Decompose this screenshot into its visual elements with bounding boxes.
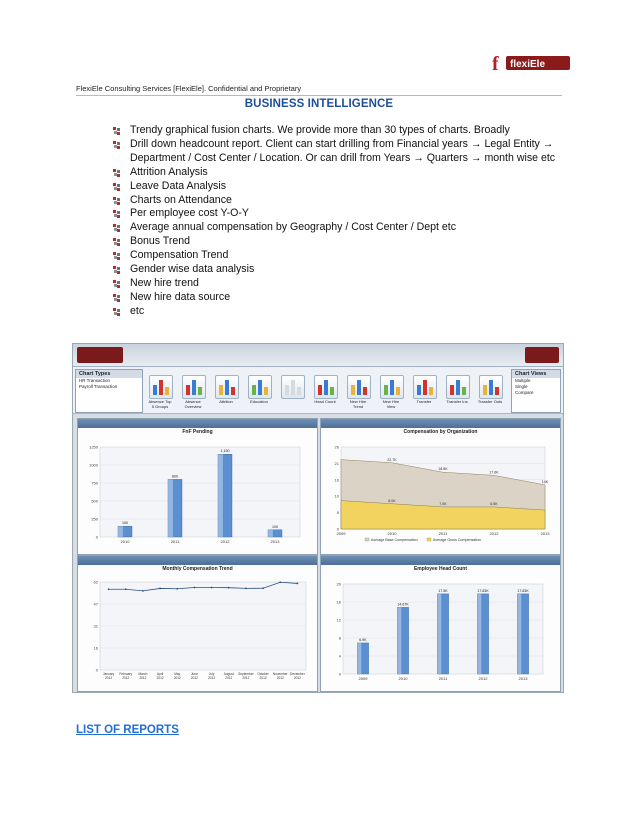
data-label: 17.5K [438, 588, 448, 593]
data-label: 17.6K [489, 470, 499, 475]
x-tick-label: August [223, 672, 234, 676]
data-label: 150 [122, 521, 128, 526]
y-tick-label: 8 [338, 635, 341, 641]
bullet-icon [112, 279, 122, 289]
data-point [245, 587, 247, 589]
list-item: Average annual compensation by Geography / Cost Center / Dept etc [112, 221, 562, 235]
data-point [108, 588, 110, 590]
x-tick-label-year: 2012 [139, 676, 147, 680]
legend-swatch [427, 538, 431, 541]
data-point [194, 587, 196, 589]
y-tick-label: 250 [91, 516, 98, 522]
chart-tile[interactable] [314, 375, 338, 399]
chart-title: Monthly Compensation Trend [162, 566, 233, 572]
list-item: Per employee cost Y-O-Y [112, 207, 562, 221]
tile-bar-icon [159, 380, 163, 395]
chart-views-panel [511, 369, 561, 413]
dashboard-logo-right [525, 347, 559, 363]
tile-bar-icon [384, 385, 388, 395]
tile-bar-icon [291, 380, 295, 395]
data-point [228, 587, 230, 589]
tile-bar-icon [396, 387, 400, 395]
tile-bar-icon [225, 380, 229, 395]
list-item: Charts on Attendance [112, 194, 562, 208]
tile-bar-icon [318, 385, 322, 395]
y-tick-label: 47 [93, 601, 98, 607]
x-tick-label-year: 2012 [190, 676, 198, 680]
chart-toolbar [73, 367, 563, 414]
x-tick-label: July [208, 672, 215, 676]
svg-text:flexiEle: flexiEle [510, 59, 546, 70]
chart-type-item[interactable]: HR Transaction [79, 378, 111, 383]
data-point [279, 581, 281, 583]
compensation-chart [321, 419, 560, 554]
x-tick-label: 2011 [170, 539, 180, 544]
flexiele-logo [490, 50, 572, 76]
y-tick-label: 0 [95, 534, 98, 540]
dashboard-screenshot [72, 343, 564, 693]
y-tick-label: 21 [334, 460, 339, 466]
tile-bar-icon [330, 387, 334, 395]
list-item: New hire data source [112, 291, 562, 305]
chart-tile-label: Education [250, 399, 268, 404]
tile-bar-icon [429, 387, 433, 395]
x-tick-label-year: 2012 [208, 676, 216, 680]
x-tick-label: 2013 [518, 676, 528, 681]
x-tick-label-year: 2012 [259, 676, 267, 680]
data-label: 1,150 [220, 449, 230, 454]
feature-list [112, 124, 562, 319]
chart-tile-label: Transfer Outs [477, 399, 503, 404]
monthly-comp-chart [78, 556, 317, 691]
x-tick-label: October [257, 672, 269, 676]
y-tick-label: 4 [338, 653, 341, 659]
tile-bar-icon [450, 385, 454, 395]
x-tick-label: 2010 [120, 539, 130, 544]
chart-tile-label: New Hire Trend [349, 399, 367, 409]
headcount-panel [320, 555, 561, 692]
bullet-icon [112, 209, 122, 219]
compensation-panel [320, 418, 561, 555]
chart-tile[interactable] [149, 375, 173, 399]
data-label: 17.83K [517, 588, 529, 593]
bar-highlight [437, 594, 441, 674]
tile-bar-icon [192, 380, 196, 395]
chart-tile[interactable] [380, 375, 404, 399]
bullet-icon [112, 196, 122, 206]
bar-highlight [397, 607, 401, 674]
bullet-icon [112, 265, 122, 275]
list-item: New hire trend [112, 277, 562, 291]
x-tick-label-year: 2012 [122, 676, 130, 680]
tile-bar-icon [186, 385, 190, 395]
x-tick-label: September [238, 672, 254, 676]
y-tick-label: 16 [334, 477, 339, 483]
tile-bar-icon [456, 380, 460, 395]
y-tick-label: 31 [93, 623, 98, 629]
chart-title: FnF Pending [182, 429, 213, 435]
y-tick-label: 750 [91, 480, 98, 486]
data-label: 22.7K [387, 457, 397, 462]
data-label: 14K [541, 479, 549, 484]
bullet-icon [112, 168, 122, 178]
x-tick-label: 2013 [540, 531, 550, 536]
tile-bar-icon [462, 387, 466, 395]
y-tick-label: 1250 [89, 444, 98, 450]
bullet-icon [112, 140, 122, 150]
chart-view-option[interactable]: Multiple [515, 378, 531, 383]
list-item: Bonus Trend [112, 235, 562, 249]
tile-bar-icon [363, 387, 367, 395]
y-tick-label: 0 [338, 671, 341, 677]
x-tick-label-year: 2012 [293, 676, 301, 680]
bar-highlight [268, 530, 273, 537]
bullet-icon [112, 237, 122, 247]
tile-bar-icon [417, 385, 421, 395]
x-tick-label: January [102, 672, 115, 676]
chart-tile[interactable] [281, 375, 305, 399]
data-label: 6.6K [490, 501, 498, 506]
bullet-icon [112, 223, 122, 233]
tile-bar-icon [258, 380, 262, 395]
y-tick-label: 10 [334, 493, 339, 499]
bar-highlight [118, 526, 123, 537]
y-tick-label: 500 [91, 498, 98, 504]
chart-tile[interactable] [215, 375, 239, 399]
header-divider [76, 95, 562, 96]
x-tick-label-year: 2012 [156, 676, 164, 680]
data-point [262, 587, 264, 589]
data-label: 17.83K [477, 588, 489, 593]
x-tick-label: 2012 [478, 676, 488, 681]
x-tick-label: December [290, 672, 305, 676]
bar-highlight [477, 594, 481, 674]
chart-tile-label: Attrition [219, 399, 233, 404]
chart-tile[interactable] [446, 375, 470, 399]
x-tick-label: 2011 [438, 531, 448, 536]
y-tick-label: 26 [334, 444, 339, 450]
x-tick-label: 2012 [220, 539, 230, 544]
chart-tile-label: Transfer [416, 399, 432, 404]
x-tick-label-year: 2012 [173, 676, 181, 680]
tile-bar-icon [231, 387, 235, 395]
list-item: Leave Data Analysis [112, 180, 562, 194]
chart-tile-label: Absence Overview [184, 399, 202, 409]
list-item: etc [112, 305, 562, 319]
tile-bar-icon [357, 380, 361, 395]
legend-label: Average Base Compensation [371, 538, 418, 542]
data-point [142, 590, 144, 592]
chart-views-label: Chart Views [512, 370, 560, 378]
x-tick-label: 2010 [398, 676, 408, 681]
dashboard-logo [77, 347, 123, 363]
tile-bar-icon [495, 387, 499, 395]
list-item: Drill down headcount report. Client can start drilling from Financial years → Legal Entity → [112, 138, 562, 152]
x-tick-label: 2012 [489, 531, 499, 536]
y-tick-label: 62 [93, 579, 98, 585]
list-item: Compensation Trend [112, 249, 562, 263]
tile-bar-icon [489, 380, 493, 395]
y-tick-label: 20 [336, 581, 341, 587]
tile-bar-icon [252, 385, 256, 395]
data-label: 8.0K [388, 498, 396, 503]
chart-tile-label: Head Count [314, 399, 336, 404]
dashboard-topbar [73, 344, 563, 367]
chart-view-option[interactable]: Single [515, 384, 528, 389]
tile-bar-icon [264, 387, 268, 395]
y-tick-label: 5 [336, 510, 339, 516]
plot-area [100, 447, 300, 537]
x-tick-label: May [174, 672, 181, 676]
tile-bar-icon [198, 387, 202, 395]
tile-bar-icon [324, 380, 328, 395]
chart-tile[interactable] [479, 375, 503, 399]
data-point [211, 587, 213, 589]
chart-tile[interactable] [347, 375, 371, 399]
chart-type-item[interactable]: Payroll Transaction [79, 384, 118, 389]
x-tick-label-year: 2012 [242, 676, 250, 680]
tile-bar-icon [297, 387, 301, 395]
tile-bar-icon [483, 385, 487, 395]
data-point [159, 588, 161, 590]
y-tick-label: 16 [336, 599, 341, 605]
chart-tile-label: Transfer Ins [446, 399, 468, 404]
chart-tile-label: Absence Top 5 Groups [148, 399, 172, 409]
list-item: Attrition Analysis [112, 166, 562, 180]
x-tick-label: June [190, 672, 198, 676]
y-tick-label: 16 [93, 645, 98, 651]
chart-tile[interactable] [182, 375, 206, 399]
list-item-continuation: Department / Cost Center / Location. Or can drill from Years → Quarters → month wise etc [130, 151, 556, 164]
chart-tile[interactable] [248, 375, 272, 399]
chart-tile-label: New Hire View [382, 399, 400, 409]
data-point [176, 588, 178, 590]
x-tick-label: November [272, 672, 288, 676]
data-label: 18.8K [438, 467, 448, 472]
x-tick-label: 2009 [358, 676, 368, 681]
legend-swatch [365, 538, 369, 541]
chart-title: Compensation by Organization [403, 429, 478, 435]
fnf-pending-chart [78, 419, 317, 554]
tile-bar-icon [351, 385, 355, 395]
bar-highlight [517, 594, 521, 674]
data-label: 800 [172, 474, 178, 479]
bullet-icon [112, 182, 122, 192]
tile-bar-icon [153, 385, 157, 395]
tile-bar-icon [165, 387, 169, 395]
svg-text:f: f [492, 53, 499, 75]
x-tick-label-year: 2012 [276, 676, 284, 680]
x-tick-label: 2009 [336, 531, 346, 536]
bullet-icon [112, 293, 122, 303]
x-tick-label: February [119, 672, 133, 676]
x-tick-label: 2013 [270, 539, 280, 544]
tile-bar-icon [285, 385, 289, 395]
x-tick-label: April [156, 672, 164, 676]
data-label: 6.9K [359, 637, 367, 642]
x-tick-label: 2010 [387, 531, 397, 536]
bullet-icon [112, 251, 122, 261]
bar-highlight [357, 643, 361, 674]
data-point [297, 583, 299, 585]
chart-types-panel [75, 369, 143, 413]
data-label: 7.0K [439, 501, 447, 506]
tile-bar-icon [219, 385, 223, 395]
tile-bar-icon [423, 380, 427, 395]
y-tick-label: 12 [336, 617, 341, 623]
data-label: 100 [272, 524, 278, 529]
chart-types-label: Chart Types [76, 370, 142, 378]
x-tick-label: 2011 [438, 676, 448, 681]
list-of-reports-link[interactable]: LIST OF REPORTS [76, 724, 179, 736]
bar-highlight [218, 454, 223, 537]
list-item: Gender wise data analysis [112, 263, 562, 277]
chart-view-option[interactable]: Compare [515, 390, 534, 395]
x-tick-label-year: 2012 [105, 676, 113, 680]
x-tick-label: March [138, 672, 148, 676]
legend-label: Average Gross Compensation [433, 538, 482, 542]
chart-title: Employee Head Count [413, 566, 468, 572]
list-item: Trendy graphical fusion charts. We provide more than 30 types of charts. Broadly [112, 124, 562, 138]
fnf-pending-panel [77, 418, 318, 555]
y-tick-label: 0 [336, 526, 339, 532]
chart-tile[interactable] [413, 375, 437, 399]
bullet-icon [112, 307, 122, 317]
y-tick-label: 1000 [89, 462, 98, 468]
y-tick-label: 0 [95, 667, 98, 673]
data-point [125, 588, 127, 590]
x-tick-label-year: 2012 [225, 676, 233, 680]
bar-highlight [168, 479, 173, 537]
section-title: BUSINESS INTELLIGENCE [244, 98, 394, 110]
headcount-chart [321, 556, 560, 691]
monthly-comp-panel [77, 555, 318, 692]
data-label: 14.67K [397, 602, 409, 607]
tile-bar-icon [390, 380, 394, 395]
confidential-header: FlexiEle Consulting Services [FlexiEle]. Confidential and Proprietary [76, 84, 302, 93]
bullet-icon [112, 126, 122, 136]
